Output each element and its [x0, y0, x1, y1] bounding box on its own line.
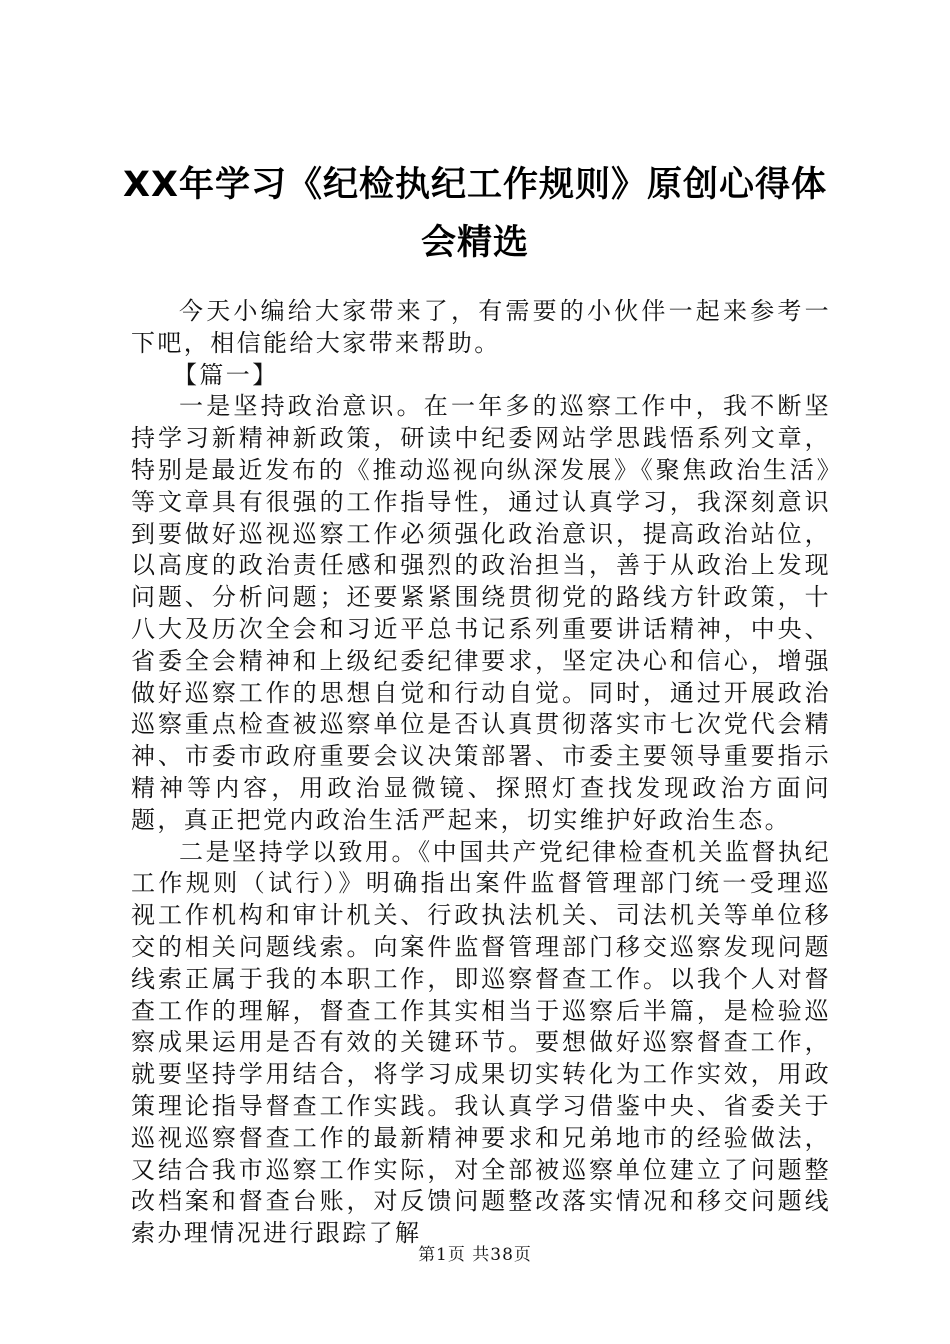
document-title-line-2: 会精选 [420, 223, 529, 263]
section-heading: 【篇一】 [173, 360, 279, 389]
page-number-footer: 第1页 共38页 [418, 1245, 532, 1265]
document-title-line-1: XX年学习《纪检执纪工作规则》原创心得体 [123, 165, 827, 205]
body-paragraph-2: 二是坚持学以致用。《中国共产党纪律检查机关监督执纪工作规则（试行）》明确指出案件监督管理部门统一受理巡视工作机构和审计机关、行政执法机关、司法机关等单位移交的相关问题线索。向案件监督管理部门移交巡察发现问题线索正属于我的本职工作，即巡察督查工作。以我个人对督查工作的理解，督查工作其实相当于巡察后半篇，是检验巡察成果运用是否有效的关键环节。要想做好巡察督查工作，就要坚持学用结合，将学习成果切实转化为工作实效，用政策理论指导督查工作实践。我认真学习借鉴中央、省委关于巡视巡察督查工作的最新精神要求和兄弟地市的经验做法，又结合我市巡察工作实际，对全部被巡察单位建立了问题整改档案和督查台账，对反馈问题整改落实情况和移交问题线索办理情况进行跟踪了解 [131, 837, 831, 1248]
document-body [131, 296, 831, 1250]
body-paragraph-1: 一是坚持政治意识。在一年多的巡察工作中，我不断坚持学习新精神新政策，研读中纪委网站学思践悟系列文章，特别是最近发布的《推动巡视向纵深发展》《聚焦政治生活》等文章具有很强的工作指导性，通过认真学习，我深刻意识到要做好巡视巡察工作必须强化政治意识，提高政治站位，以高度的政治责任感和强烈的政治担当，善于从政治上发现问题、分析问题；还要紧紧围绕贯彻党的路线方针政策，十八大及历次全会和习近平总书记系列重要讲话精神，中央、省委全会精神和上级纪委纪律要求，坚定决心和信心，增强做好巡察工作的思想自觉和行动自觉。同时，通过开展政治巡察重点检查被巡察单位是否认真贯彻落实市七次党代会精神、市委市政府重要会议决策部署、市委主要领导重要指示精神等内容，用政治显微镜、探照灯查找发现政治方面问题，真正把党内政治生活严起来，切实维护好政治生态。 [131, 392, 831, 834]
intro-paragraph: 今天小编给大家带来了，有需要的小伙伴一起来参考一下吧，相信能给大家带来帮助。 [131, 297, 831, 357]
